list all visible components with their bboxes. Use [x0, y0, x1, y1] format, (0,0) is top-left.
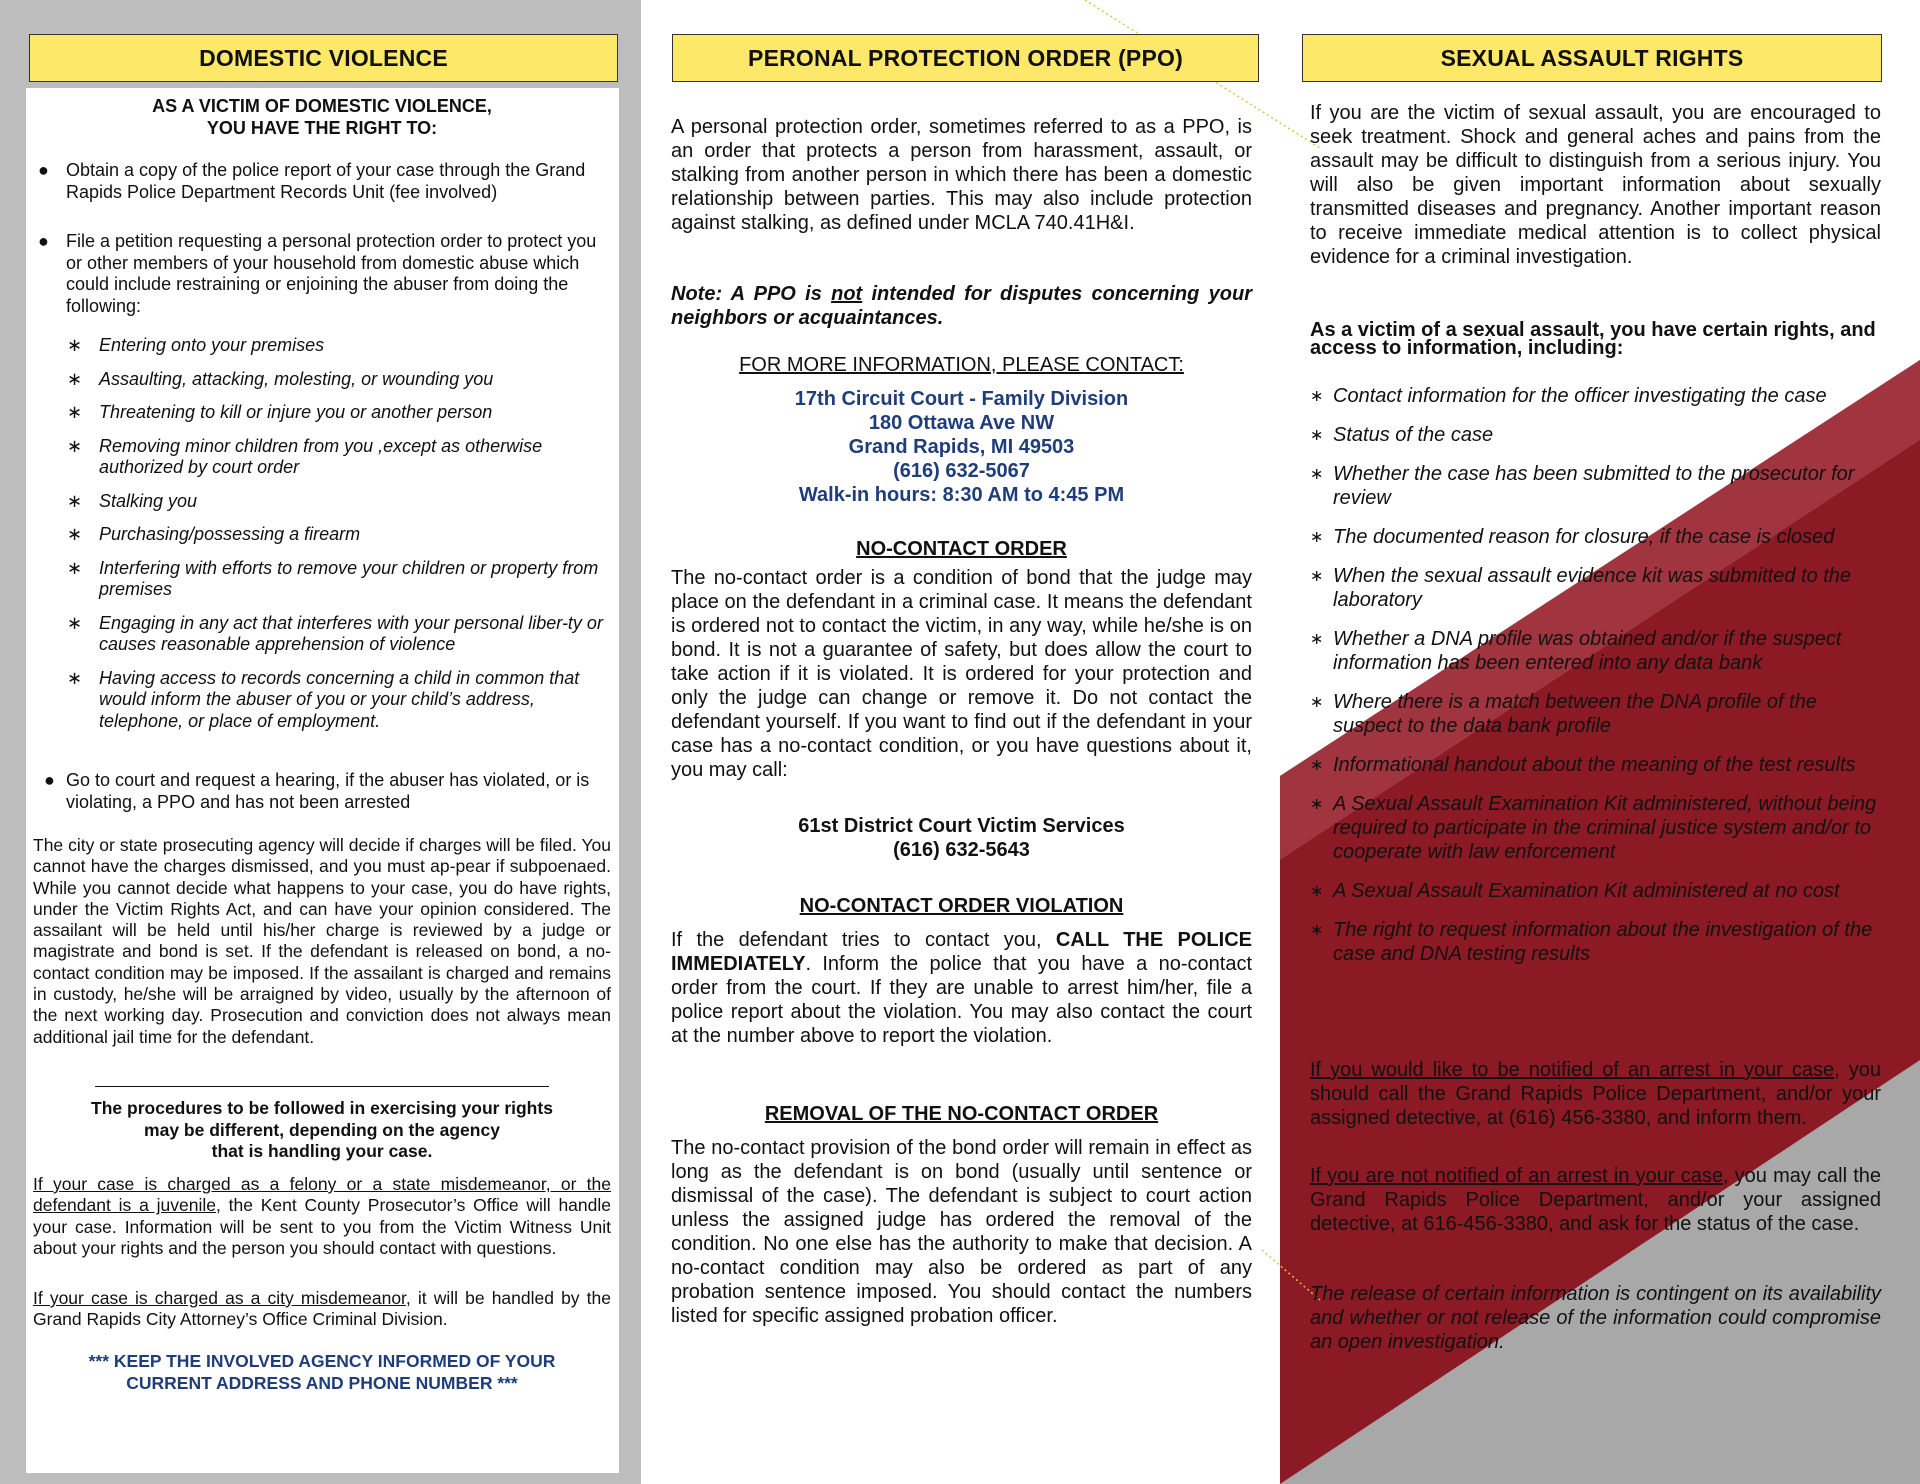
restraint-item: Stalking you: [99, 490, 198, 511]
victim-services-contact: [671, 814, 1252, 862]
call-police-text: CALL THE POLICE IMMEDIATELY: [671, 929, 1252, 975]
restraint-item: Entering onto your premises: [99, 335, 325, 355]
asterisk-icon: ∗: [67, 557, 83, 578]
dv-subtitle: [30, 96, 614, 139]
bullet-icon: ●: [38, 231, 49, 251]
bullet-icon: ●: [38, 160, 49, 180]
note-not: not: [831, 283, 863, 305]
procedures-line2: may be different, depending on the agency: [144, 1119, 500, 1140]
list-item: [1310, 690, 1881, 738]
sa-right-item: When the sexual assault evidence kit was submitted to the laboratory: [1333, 565, 1852, 611]
sa-right-item: The documented reason for closure, if the case is closed: [1333, 526, 1835, 548]
nco-heading-text: NO-CONTACT ORDER: [856, 538, 1067, 560]
restraint-item: Engaging in any act that interferes with your personal liber-ty or causes reasonable apprehension of violence: [99, 612, 603, 654]
not-notified-condition: If you are not notified of an arrest in your case: [1310, 1165, 1723, 1187]
list-item: [1310, 462, 1881, 510]
contact-phone: (616) 632-5067: [893, 460, 1030, 482]
list-item: [66, 369, 614, 391]
sa-right-item: Where there is a match between the DNA profile of the suspect to the data bank profile: [1333, 691, 1817, 737]
dv-procedures-note: [30, 1098, 614, 1163]
domestic-violence-header: [29, 34, 618, 82]
restraint-item: Purchasing/possessing a firearm: [99, 524, 361, 544]
list-item: [1310, 564, 1881, 612]
contact-street: 180 Ottawa Ave NW: [868, 412, 1055, 434]
list-item: [66, 335, 614, 357]
list-item: [1310, 753, 1881, 777]
felony-condition: If your case is charged as a felony or a state misdemeanor, or the defendant is a juvenile: [33, 1174, 611, 1216]
violation-suffix: . Inform the police that you have a no-contact order from the court. If they are unable to arrest him/her, file a police report about the violation. You may also contact the court at the number above to report the violation.: [671, 953, 1252, 1047]
list-item: [66, 558, 614, 601]
restraint-item: Removing minor children from you ,except as otherwise authorized by court order: [99, 435, 543, 477]
removal-heading-text: REMOVAL OF THE NO-CONTACT ORDER: [764, 1103, 1159, 1125]
nco-heading: [671, 537, 1252, 561]
asterisk-icon: ∗: [67, 402, 83, 422]
asterisk-icon: ∗: [1310, 796, 1324, 813]
asterisk-icon: ∗: [1310, 388, 1324, 405]
contact-hours: Walk-in hours: 8:30 AM to 4:45 PM: [798, 484, 1125, 506]
asterisk-icon: ∗: [1310, 757, 1324, 774]
list-item: [1310, 918, 1881, 966]
list-item: [1310, 879, 1881, 903]
ppo-header: [672, 34, 1259, 82]
sexual-assault-title: SEXUAL ASSAULT RIGHTS: [1440, 44, 1744, 71]
sa-right-item: Status of the case: [1333, 424, 1494, 446]
asterisk-icon: ∗: [1310, 883, 1324, 900]
sa-right-item: Informational handout about the meaning of the test results: [1333, 754, 1856, 776]
more-info-heading: [671, 353, 1252, 377]
list-item: [38, 770, 612, 813]
removal-text: The no-contact provision of the bond order will remain in effect as long as the defendant is on bond (usually until sentence or dismissal of the case). The defendant is subject to court action unless the assigned judge has ordered the removal of the condition. No one else has the authority to make that decision. A no-contact condition may also be ordered as part of any probation sentence imposed. You should contact the numbers listed for specific assigned probation officer.: [671, 1137, 1252, 1327]
ppo-intro: A personal protection order, sometimes referred to as a PPO, is an order that protects a person from harassment, assault, or stalking from another person in which there has been a domestic relationship between parties. This may also include protection against stalking, as defined under MCLA 740.41H&I.: [671, 116, 1252, 234]
more-info-text: FOR MORE INFORMATION, PLEASE CONTACT:: [739, 354, 1184, 376]
sa-right-item: A Sexual Assault Examination Kit administered at no cost: [1333, 880, 1840, 902]
divider: [95, 1086, 549, 1087]
contact-name: 17th Circuit Court - Family Division: [794, 388, 1129, 410]
dv-city-paragraph: [33, 1288, 611, 1331]
sa-right-item: Contact information for the officer investigating the case: [1333, 385, 1827, 407]
note-suffix: intended for disputes concerning your neighbors or acquaintances.: [671, 283, 1252, 329]
asterisk-icon: ∗: [1310, 922, 1324, 939]
list-item: [1310, 627, 1881, 675]
dv-right-police-report: Obtain a copy of the police report of your case through the Grand Rapids Police Department Records Unit (fee involved): [66, 160, 586, 202]
dv-restraint-list: [66, 335, 614, 744]
list-item: [66, 402, 614, 424]
asterisk-icon: ∗: [67, 368, 83, 389]
dv-right-ppo-petition: File a petition requesting a personal protection order to protect you or other members of your household from domestic abuse which could include restraining or enjoining the abuser from doing the following:: [66, 231, 597, 316]
asterisk-icon: ∗: [1310, 568, 1324, 585]
removal-heading: [671, 1102, 1252, 1126]
dv-court-list: [38, 770, 612, 813]
sa-not-notified-paragraph: [1310, 1164, 1881, 1236]
dv-right-court-hearing: Go to court and request a hearing, if the abuser has violated, or is violating, a PPO and has not been arrested: [66, 770, 590, 812]
city-condition: If your case is charged as a city misdemeanor: [33, 1288, 406, 1308]
sa-release-note: The release of certain information is contingent on its availability and whether or not release of the information could compromise an open investigation.: [1310, 1283, 1881, 1353]
list-item: [66, 491, 614, 513]
sa-right-item: The right to request information about the investigation of the case and DNA testing results: [1333, 919, 1873, 965]
domestic-violence-title: DOMESTIC VIOLENCE: [199, 44, 448, 71]
violation-text: [671, 928, 1252, 1048]
dv-subtitle-line2: YOU HAVE THE RIGHT TO:: [206, 117, 438, 138]
city-handling: , it will be handled by the Grand Rapids City Attorney’s Office Criminal Division.: [33, 1288, 611, 1330]
sa-right-item: A Sexual Assault Examination Kit administered, without being required to participate in the criminal justice system and/or to cooperate with law enforcement: [1333, 793, 1877, 863]
dv-subtitle-line1: AS A VICTIM OF DOMESTIC VIOLENCE,: [152, 96, 492, 116]
sa-notify-paragraph: [1310, 1058, 1881, 1130]
bullet-icon: ●: [44, 770, 55, 790]
sa-right-item: Whether a DNA profile was obtained and/or if the suspect information has been entered into any data bank: [1333, 628, 1842, 674]
keep-informed-line2: CURRENT ADDRESS AND PHONE NUMBER ***: [126, 1372, 518, 1393]
list-item: [32, 160, 604, 203]
victim-services-name: 61st District Court Victim Services: [798, 815, 1125, 837]
violation-heading-text: NO-CONTACT ORDER VIOLATION: [799, 895, 1124, 917]
not-notified-instructions: , you may call the Grand Rapids Police Department, and/or your assigned detective, at 616-456-3380, and ask for the status of the case.: [1310, 1165, 1881, 1235]
restraint-item: Interfering with efforts to remove your children or property from premises: [99, 557, 599, 599]
dv-keep-informed: [30, 1351, 614, 1394]
list-item: [1310, 423, 1881, 447]
ppo-note: [671, 282, 1252, 330]
procedures-line1: The procedures to be followed in exercising your rights: [91, 1098, 553, 1118]
nco-text: The no-contact order is a condition of bond that the judge may place on the defendant in a criminal case. It means the defendant is ordered not to contact the victim, in any way, while he/she is on bond. It is not a guarantee of safety, but does allow the court to take action if it is violated. It is ordered for your protection and only the judge can change or remove it. Do not contact the defendant yourself. If you want to find out if the defendant in your case has a no-contact condition, or you have questions about it, you may call:: [671, 567, 1252, 781]
asterisk-icon: ∗: [1310, 529, 1324, 546]
note-prefix: Note: A PPO is: [671, 283, 832, 305]
victim-services-phone: (616) 632-5643: [893, 839, 1030, 861]
keep-informed-line1: *** KEEP THE INVOLVED AGENCY INFORMED OF YOUR: [88, 1351, 556, 1371]
sexual-assault-header: [1302, 34, 1882, 82]
list-item: [66, 668, 614, 733]
sa-right-item: Whether the case has been submitted to the prosecutor for review: [1333, 463, 1855, 509]
list-item: [1310, 384, 1881, 408]
violation-prefix: If the defendant tries to contact you,: [671, 929, 1056, 951]
list-item: [1310, 792, 1881, 864]
contact-city: Grand Rapids, MI 49503: [848, 436, 1075, 458]
asterisk-icon: ∗: [67, 490, 83, 511]
sa-rights-list: [1310, 384, 1881, 981]
list-item: [66, 524, 614, 546]
list-item: [32, 231, 604, 317]
notify-instructions: , you should call the Grand Rapids Police Department, and/or your assigned detective, at (616) 456-3380, and inform them.: [1310, 1059, 1882, 1129]
restraint-item: Assaulting, attacking, molesting, or wounding you: [99, 368, 494, 389]
asterisk-icon: ∗: [67, 667, 83, 688]
asterisk-icon: ∗: [1310, 427, 1324, 444]
asterisk-icon: ∗: [67, 435, 83, 456]
restraint-item: Having access to records concerning a child in common that would inform the abuser of you or your child’s address, telephone, or place of employment.: [99, 667, 580, 731]
asterisk-icon: ∗: [67, 335, 83, 355]
asterisk-icon: ∗: [67, 524, 83, 544]
asterisk-icon: ∗: [67, 612, 83, 633]
restraint-item: Threatening to kill or injure you or another person: [99, 402, 493, 422]
list-item: [1310, 525, 1881, 549]
sa-intro: If you are the victim of sexual assault, you are encouraged to seek treatment. Shock and general aches and pains from the assault may be difficult to distinguish from a serious injury. You will also be given important information about sexually transmitted diseases and pregnancy. Another important reason to receive immediate medical attention is to collect physical evidence for a criminal investigation.: [1310, 102, 1881, 268]
dv-felony-paragraph: [33, 1174, 611, 1259]
family-division-contact: [671, 387, 1252, 507]
list-item: [66, 436, 614, 479]
list-item: [66, 613, 614, 656]
procedures-line3: that is handling your case.: [211, 1141, 433, 1161]
felony-handling: , the Kent County Prosecutor’s Office will handle your case. Information will be sent to you from the Victim Witness Unit about your rights and the person you should contact with questions.: [33, 1195, 611, 1258]
asterisk-icon: ∗: [1310, 466, 1324, 483]
sa-rights-heading: As a victim of a sexual assault, you have certain rights, and access to information, including:: [1310, 319, 1876, 359]
violation-heading: [671, 894, 1252, 918]
notify-condition: If you would like to be notified of an arrest in your case: [1310, 1059, 1835, 1081]
asterisk-icon: ∗: [1310, 694, 1324, 711]
ppo-title: PERONAL PROTECTION ORDER (PPO): [748, 44, 1183, 71]
dv-prosecution-paragraph: The city or state prosecuting agency will decide if charges will be filed. You cannot have the charges dismissed, and you must ap-pear if subpoenaed. While you cannot decide what happens to your case, you do have rights, under the Victim Rights Act, and can have your opinion considered. The assailant will be held until his/her charge is reviewed by a judge or magistrate and bond is set. If the defendant is released on bond, a no-contact condition may be imposed. If the assailant is charged and remains in custody, he/she will be arraigned by video, usually by the afternoon of the next working day. Prosecution and conviction does not always mean additional jail time for the defendant.: [33, 835, 611, 1047]
asterisk-icon: ∗: [1310, 631, 1324, 648]
dv-rights-list: [32, 160, 604, 331]
